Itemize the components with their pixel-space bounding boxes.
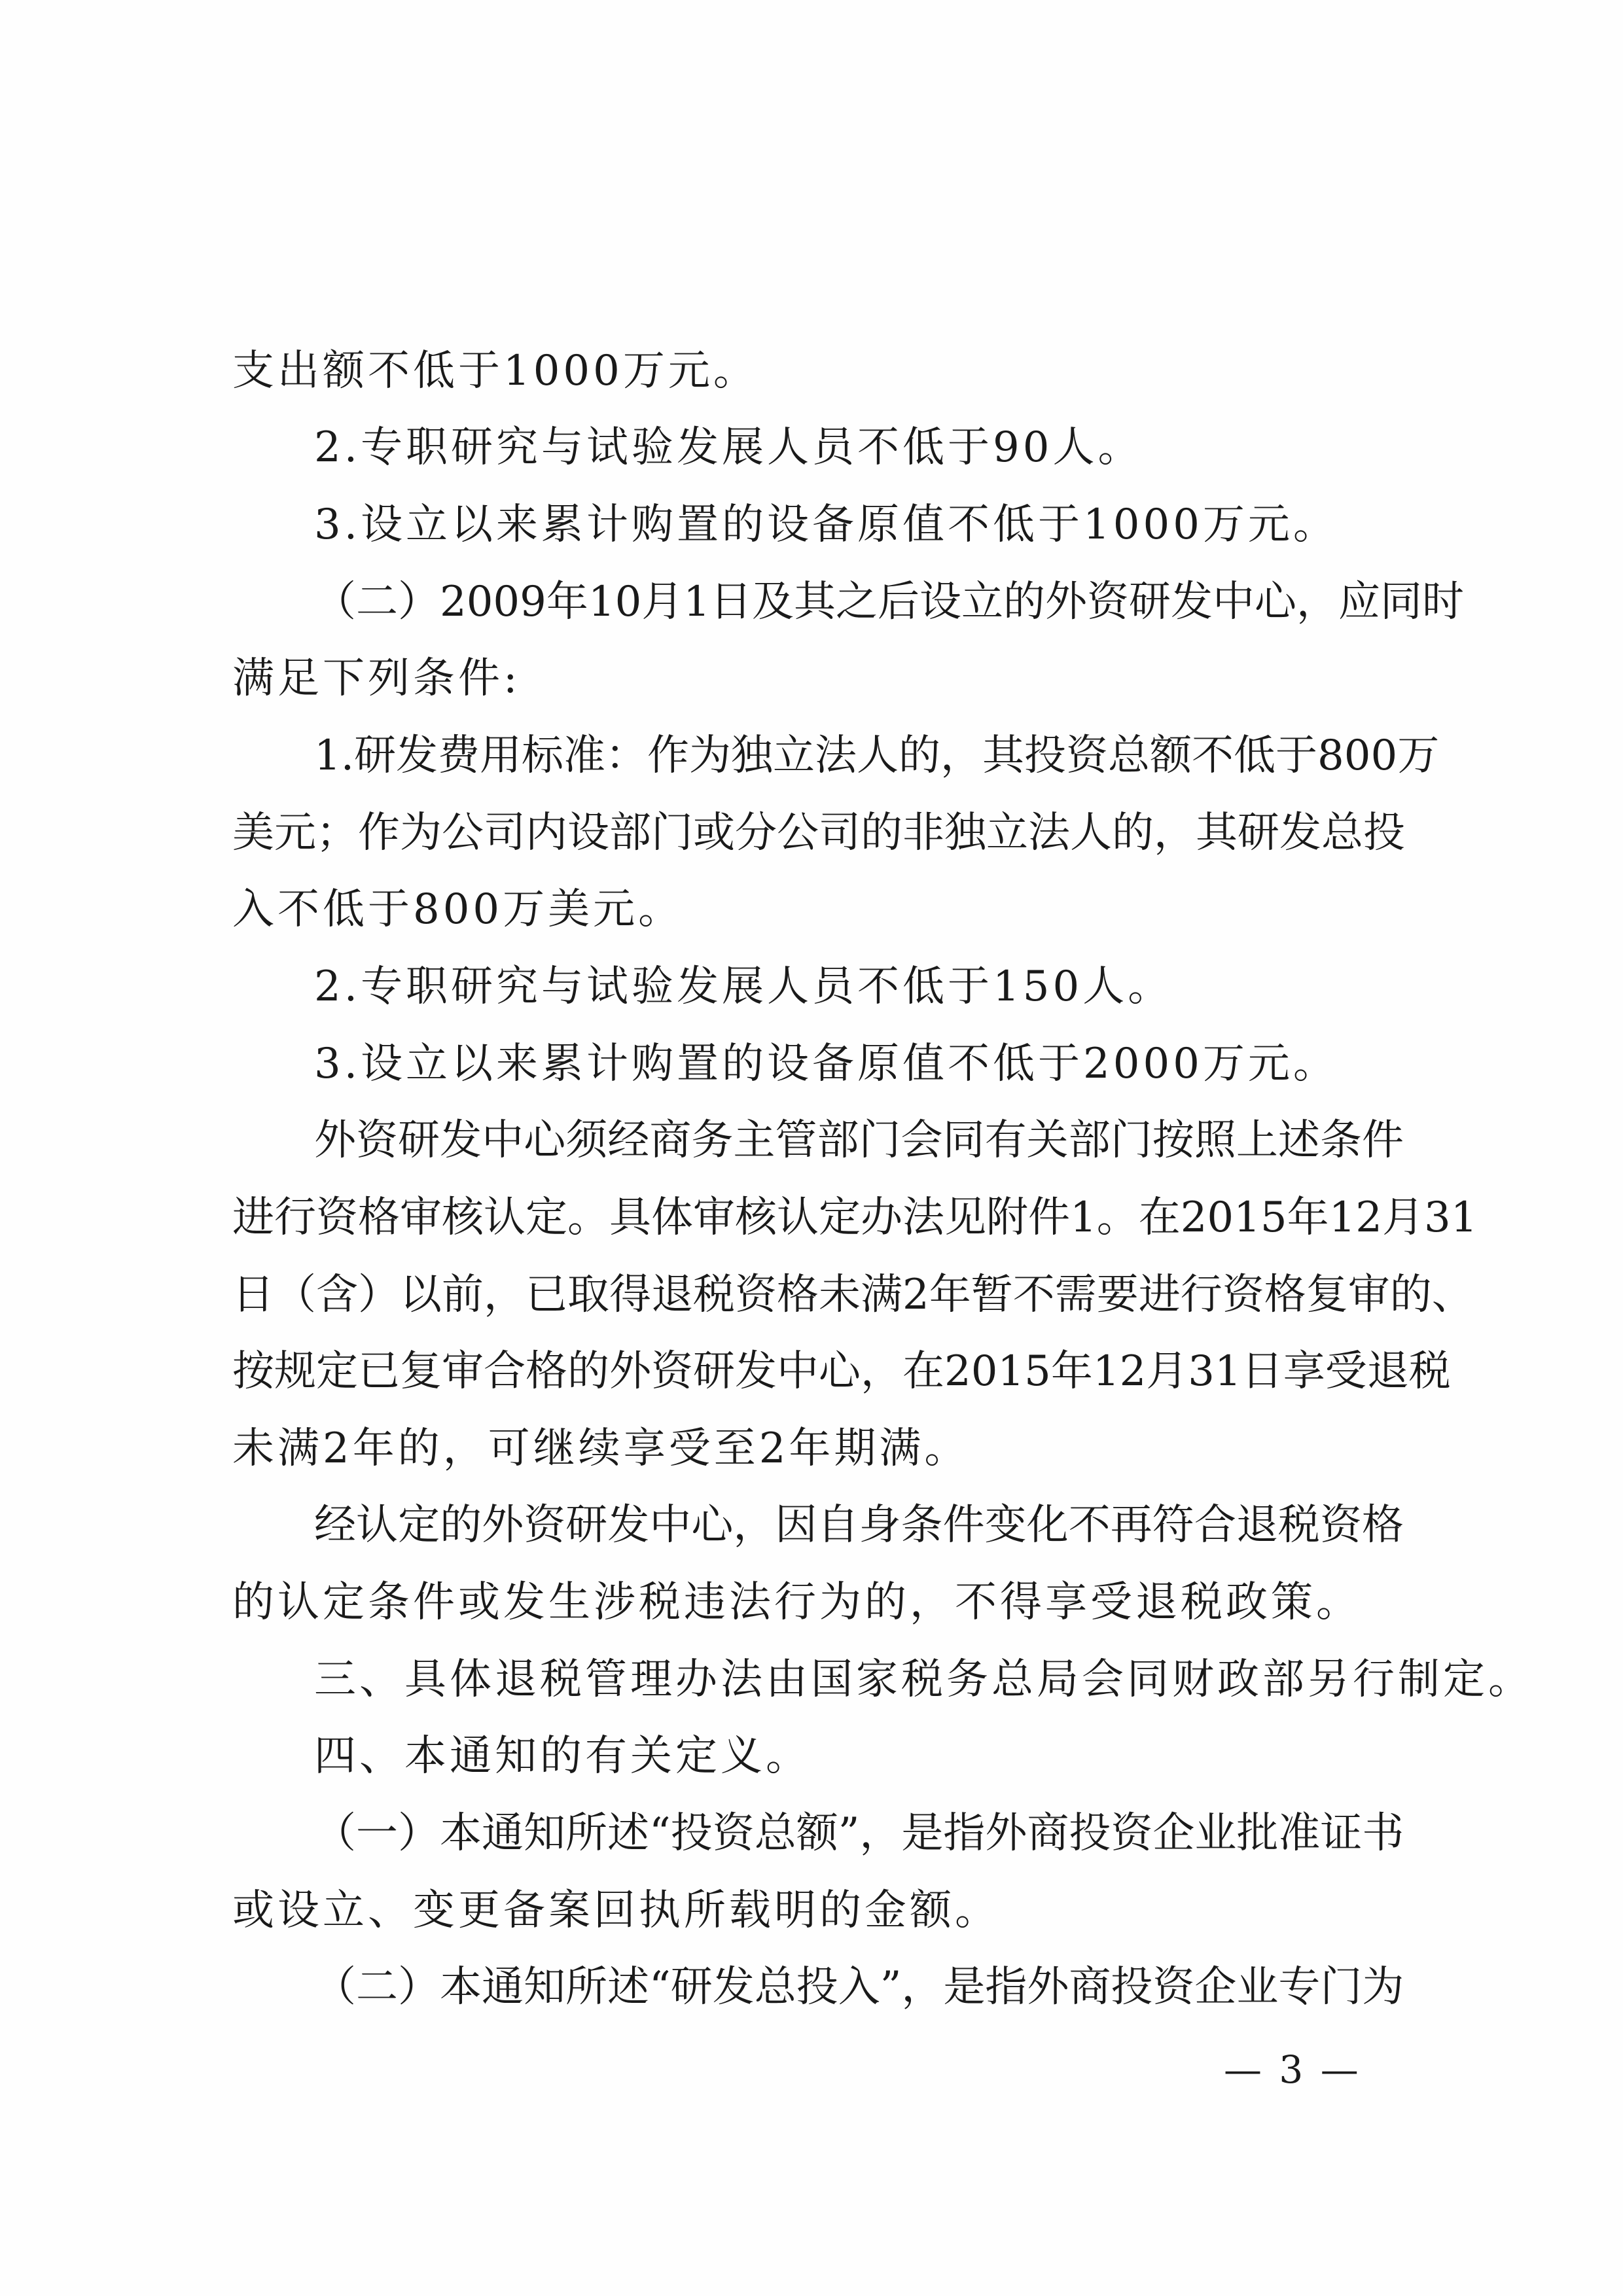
text-line: 美元；作为公司内设部门或分公司的非独立法人的，其研发总投 (232, 809, 1405, 857)
text-line: 3.设立以来累计购置的设备原值不低于2000万元。 (314, 1040, 1338, 1088)
text-line: 支出额不低于1000万元。 (232, 347, 758, 395)
text-line: （二）本通知所述“研发总投入”，是指外商投资企业专门为 (314, 1963, 1404, 2011)
text-line: （一）本通知所述“投资总额”，是指外商投资企业批准证书 (314, 1809, 1404, 1858)
text-line: 或设立、变更备案回执所载明的金额。 (232, 1886, 1000, 1935)
text-line: 满足下列条件: (232, 654, 521, 703)
text-line: 日（含）以前，已取得退税资格未满2年暂不需要进行资格复审的、 (232, 1271, 1474, 1319)
text-line: 按规定已复审合格的外资研发中心，在2015年12月31日享受退税 (232, 1347, 1451, 1396)
text-line: 进行资格审核认定。具体审核认定办法见附件1。在2015年12月31 (232, 1193, 1478, 1242)
text-line: 未满2年的，可继续享受至2年期满。 (232, 1424, 970, 1473)
text-line: 三、具体退税管理办法由国家税务总局会同财政部另行制定。 (314, 1655, 1533, 1704)
text-line: 3.设立以来累计购置的设备原值不低于1000万元。 (314, 501, 1338, 549)
text-line: 2.专职研究与试验发展人员不低于90人。 (314, 423, 1143, 472)
text-line: 1.研发费用标准：作为独立法人的，其投资总额不低于800万 (314, 732, 1440, 780)
text-line: 外资研发中心须经商务主管部门会同有关部门按照上述条件 (314, 1116, 1404, 1165)
text-line: 四、本通知的有关定义。 (314, 1732, 811, 1780)
text-line: 入不低于800万美元。 (232, 885, 684, 934)
page-number: — 3 — (1224, 2047, 1361, 2092)
text-line: （二）2009年10月1日及其之后设立的外资研发中心，应同时 (314, 578, 1465, 626)
text-line: 的认定条件或发生涉税违法行为的，不得享受退税政策。 (232, 1578, 1361, 1627)
text-line: 2.专职研究与试验发展人员不低于150人。 (314, 963, 1173, 1011)
text-line: 经认定的外资研发中心，因自身条件变化不再符合退税资格 (314, 1501, 1404, 1549)
